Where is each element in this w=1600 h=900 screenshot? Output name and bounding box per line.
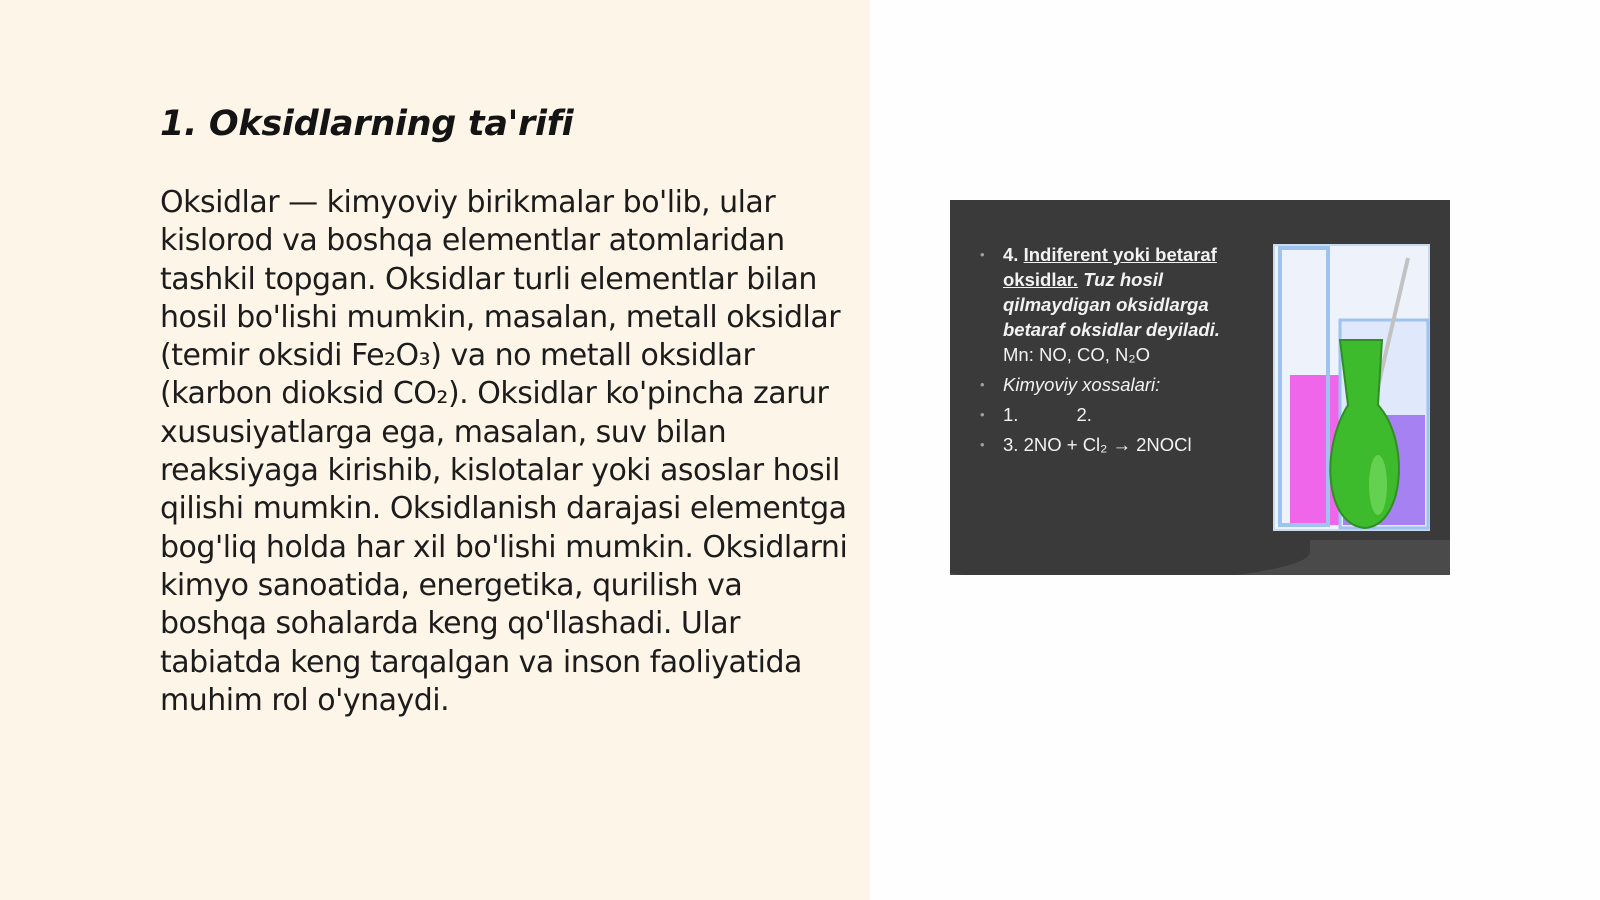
slide-body-text: Oksidlar — kimyoviy birikmalar bo'lib, ular kislorod va boshqa elementlar atomlaridan tashkil topgan. Oksidlar turli elementlar bilan hosil bo'lishi mumkin, masalan, metall oksidlar (temir oksidi Fe₂O₃) va no metall oksidlar (karbon dioksid CO₂). Oksidlar ko'pincha zarur xususiyatlarga ega, masalan, suv bilan reaksiyaga kirishib, kislotalar yoki asoslar hosil qilishi mumkin. Oksidlanish darajasi elementga bog'liq holda har xil bo'lishi mumkin. Oksidlarni kimyo sanoatida, energetika, qurilish va boshqa sohalarda keng qo'llashadi. Ular tabiatda keng tarqalgan va inson faoliyatida muhim rol o'ynaydi. [160,185,848,718]
image-bullet-item [980,432,1230,457]
lab-glassware-illustration [1270,240,1435,535]
bullet-dot-icon: • [980,437,985,452]
image-bullet-definition: Tuz hosil qilmaydigan oksidlarga betaraf oksidlar deyiladi. [1003,269,1220,340]
image-bullet-item: • Kimyoviy xossalari: [980,374,1161,395]
image-bullet-item: • 4. Indiferent yoki betaraf oksidlar. Tuz hosil qilmaydigan oksidlarga betaraf oksidlar deyiladi. Mn: NO, CO, N₂O [980,244,1220,365]
flask-highlight [1369,455,1387,515]
image-bottom-curve [950,522,1310,575]
image-bullet-item: • 1. 2. [980,404,1092,425]
oxides-slide-image [950,200,1450,575]
image-bullet-example: Mn: NO, CO, N₂O [1003,344,1150,365]
bullet-dot-icon: • [980,247,985,262]
bullet-dot-icon: • [980,407,985,422]
image-reaction-equation: 3. 2NO + Cl₂ → 2NOCl [1003,434,1192,455]
slide-title: 1. Oksidlarning ta'rifi [160,104,574,144]
image-bullet-list [980,242,1230,462]
image-bullet-heading: Indiferent yoki betaraf oksidlar. [1003,244,1217,290]
bullet-dot-icon: • [980,377,985,392]
